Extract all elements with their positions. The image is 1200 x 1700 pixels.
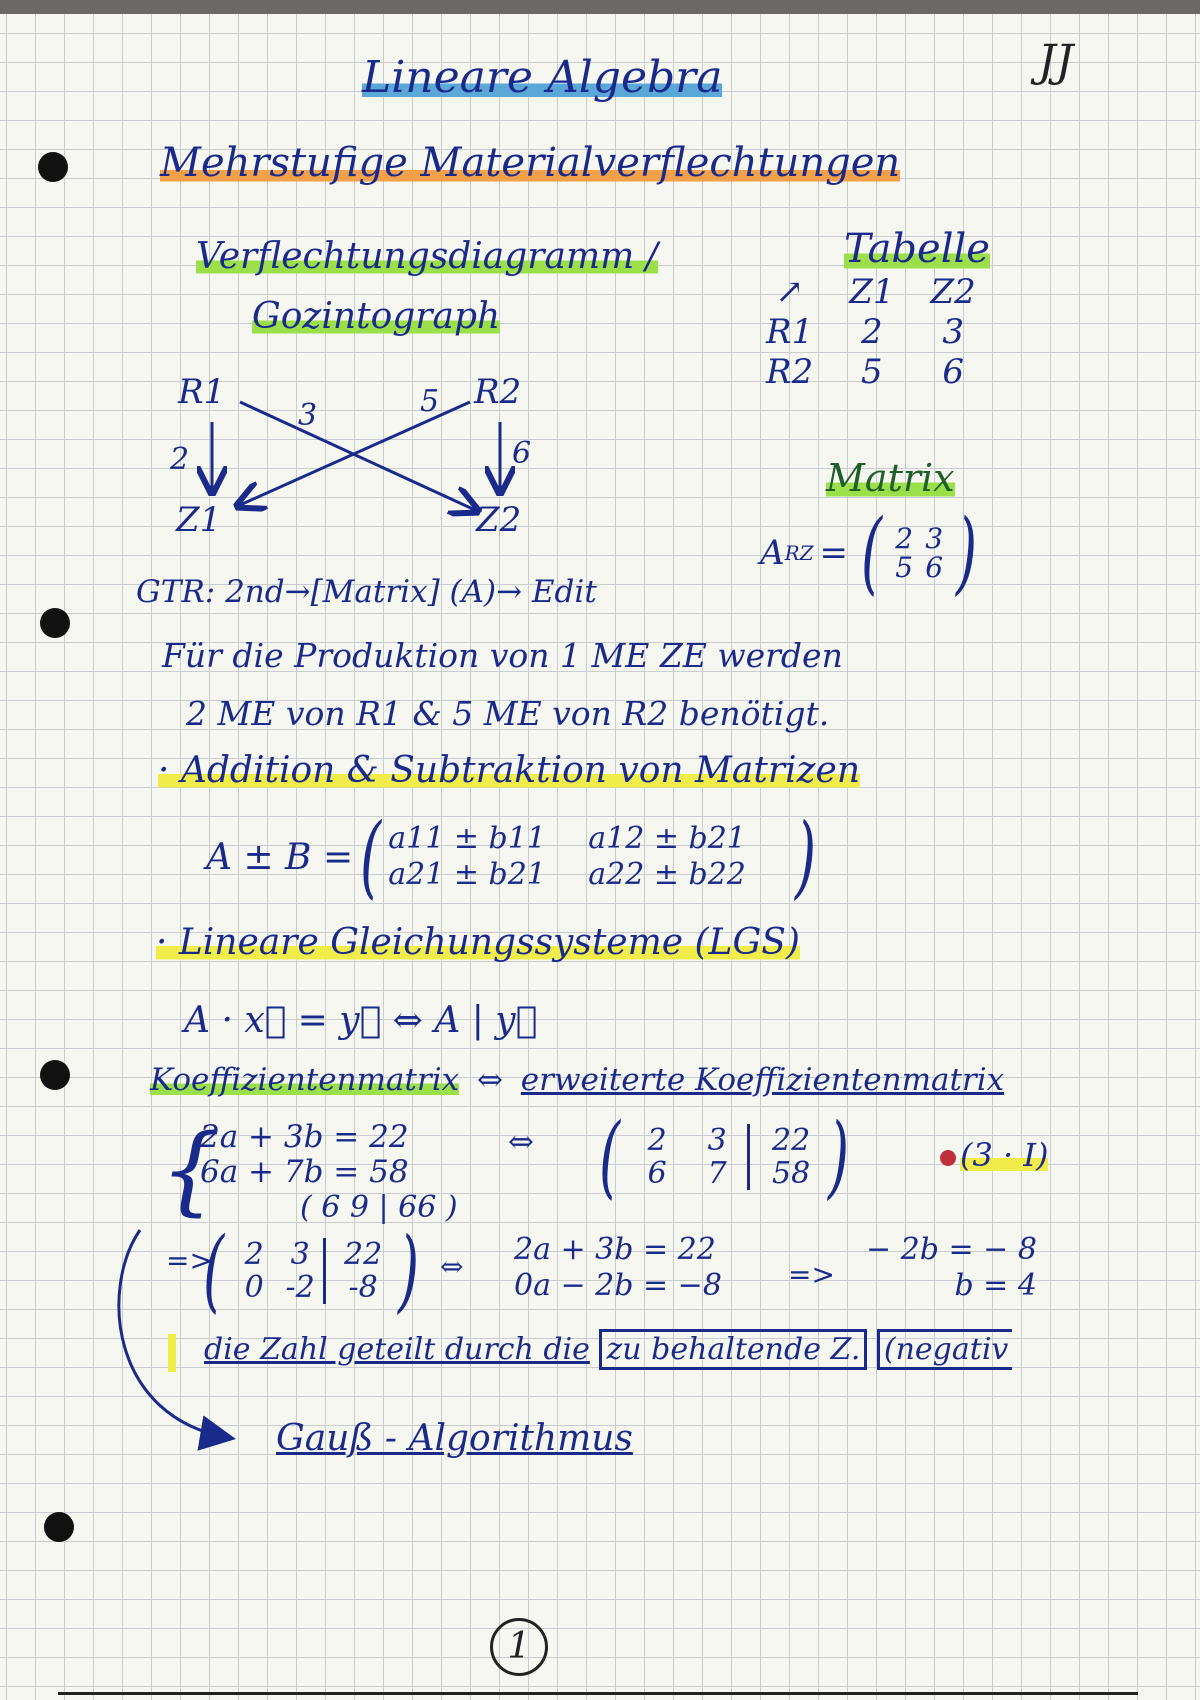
matrix-subscript: RZ: [784, 541, 814, 565]
explanation-line-2: 2 ME von R1 & 5 ME von R2 benötigt.: [186, 694, 830, 733]
red-dot-mark: [940, 1150, 956, 1166]
reduced-equations: [514, 1232, 722, 1304]
augmented-matrix: ( 2 3 22 6 7 58 ): [599, 1104, 850, 1209]
reduced-cell: 3: [290, 1237, 310, 1272]
implies-arrow-1: =>: [166, 1244, 213, 1277]
matrix-heading: Matrix: [826, 456, 955, 500]
initials: JJ: [1038, 36, 1074, 87]
table-heading: Tabelle: [844, 226, 990, 272]
top-edge: [0, 0, 1200, 14]
gtr-instruction: GTR: 2nd→[Matrix] (A)→ Edit: [136, 574, 597, 610]
aug-cell: 6: [647, 1156, 667, 1191]
matrix-cell: 6: [925, 551, 944, 584]
matrix-a-rz: A RZ = ( 2 3 5 6 ): [760, 500, 978, 605]
equation-2: 6a + 7b = 58: [200, 1153, 409, 1190]
equivalence-arrow-2: ⇔: [440, 1250, 464, 1283]
reduced-matrix: ( 2 3 22 0 -2 -8 ): [203, 1218, 420, 1323]
node-z2: Z2: [476, 500, 522, 540]
edge-label-r2-z2: 6: [512, 436, 532, 471]
reduced-cell: -8: [348, 1270, 378, 1305]
equation-system: [200, 1120, 409, 1189]
note-line: [204, 1332, 1012, 1367]
table-col-header: Z2: [930, 272, 976, 312]
table-cell: 2: [861, 312, 883, 352]
table-cell: 5: [861, 352, 883, 392]
reduced-cell: 0: [244, 1270, 264, 1305]
solution-line-2: b = 4: [954, 1268, 1037, 1303]
aug-cell: 3: [707, 1123, 727, 1158]
gauss-arrow: [100, 1228, 260, 1458]
table-col-header: Z1: [849, 272, 895, 312]
formula-cell: a22 ± b22: [588, 857, 746, 892]
aug-cell: 2: [647, 1123, 667, 1158]
note-trailing-text: (negativ: [877, 1329, 1012, 1370]
matrix-cell: 5: [895, 551, 914, 584]
matrix-equals: =: [819, 533, 849, 573]
diagram-heading: Verflechtungsdiagramm /: [196, 236, 658, 277]
equation-1: 2a + 3b = 22: [200, 1119, 409, 1155]
formula-cell: a21 ± b21: [388, 857, 546, 892]
table-row-label: R2: [766, 352, 814, 392]
page-number: 1: [490, 1618, 548, 1676]
formula-cell: a12 ± b21: [588, 821, 746, 856]
coefficient-row: [150, 1062, 1004, 1098]
solution-line-1: − 2b = − 8: [866, 1232, 1037, 1267]
table-corner-arrow: ↗: [775, 272, 804, 312]
matrix-cell: 3: [925, 521, 944, 555]
lgs-matrix-equation: A · x⃗ = y⃗ ⇔ A | y⃗: [184, 1000, 538, 1041]
note-text: die Zahl geteilt durch die: [204, 1332, 590, 1367]
heading-addition-subtraktion: · Addition & Subtraktion von Matrizen: [158, 750, 860, 791]
implies-arrow-2: =>: [788, 1258, 835, 1291]
formula-cell: a11 ± b11: [388, 821, 546, 856]
reduced-equation-2: 0a − 2b = −8: [514, 1268, 722, 1303]
matrix-cell: 2: [895, 521, 914, 555]
section-heading-verflechtungen: Mehrstufige Materialverflechtungen: [160, 140, 901, 186]
node-r2: R2: [474, 372, 522, 412]
matrix-label: A: [760, 533, 785, 573]
reduced-cell: 22: [344, 1237, 383, 1272]
diagram-heading-2: Gozintograph: [252, 296, 501, 337]
table-cell: 3: [942, 312, 964, 352]
heading-lgs: · Lineare Gleichungssysteme (LGS): [156, 922, 800, 963]
edge-label-r1-z2: 3: [298, 398, 318, 433]
scaled-row: ( 6 9 | 66 ): [300, 1190, 458, 1225]
hole-punch-1: [38, 152, 68, 182]
explanation-line-1: Für die Produktion von 1 ME ZE werden: [162, 636, 843, 675]
table-cell: 6: [942, 352, 964, 392]
aug-cell: 22: [772, 1123, 811, 1158]
gauss-algorithm-label: Gauß - Algorithmus: [276, 1418, 633, 1459]
label-erweiterte-koeffizientenmatrix: erweiterte Koeffizientenmatrix: [520, 1062, 1005, 1098]
label-koeffizientenmatrix: Koeffizientenmatrix: [150, 1062, 460, 1098]
node-r1: R1: [178, 372, 226, 412]
reduced-cell: 2: [244, 1237, 264, 1272]
table-row-label: R1: [766, 312, 814, 352]
hole-punch-3: [40, 1060, 70, 1090]
edge-r1-z2: [240, 402, 475, 510]
solution: [866, 1232, 1037, 1304]
system-brace: {: [160, 1114, 222, 1226]
reduced-equation-1: 2a + 3b = 22: [514, 1232, 716, 1267]
node-z1: Z1: [176, 500, 222, 540]
edge-label-r1-z1: 2: [170, 442, 190, 477]
hole-punch-4: [44, 1512, 74, 1542]
aug-cell: 58: [772, 1156, 811, 1191]
addition-formula: A ± B = ( a11 ± b11 a12 ± b21 a21 ± b21 a22 ± b22 ): [206, 804, 817, 909]
page-bottom-rule: [58, 1692, 1138, 1695]
edge-label-r2-z1: 5: [420, 384, 440, 419]
note-boxed-text: zu behaltende Z.: [599, 1329, 867, 1370]
formula-lhs: A ± B =: [206, 836, 354, 878]
equivalence-symbol: ⇔: [476, 1062, 503, 1098]
reduced-cell: -2: [285, 1270, 315, 1305]
table: [748, 272, 994, 392]
step-annotation: (3 · I): [960, 1136, 1049, 1174]
page-title: Lineare Algebra: [362, 52, 723, 103]
aug-cell: 7: [707, 1156, 727, 1191]
hole-punch-2: [40, 608, 70, 638]
equivalence-arrow-1: ⇔: [508, 1124, 534, 1160]
